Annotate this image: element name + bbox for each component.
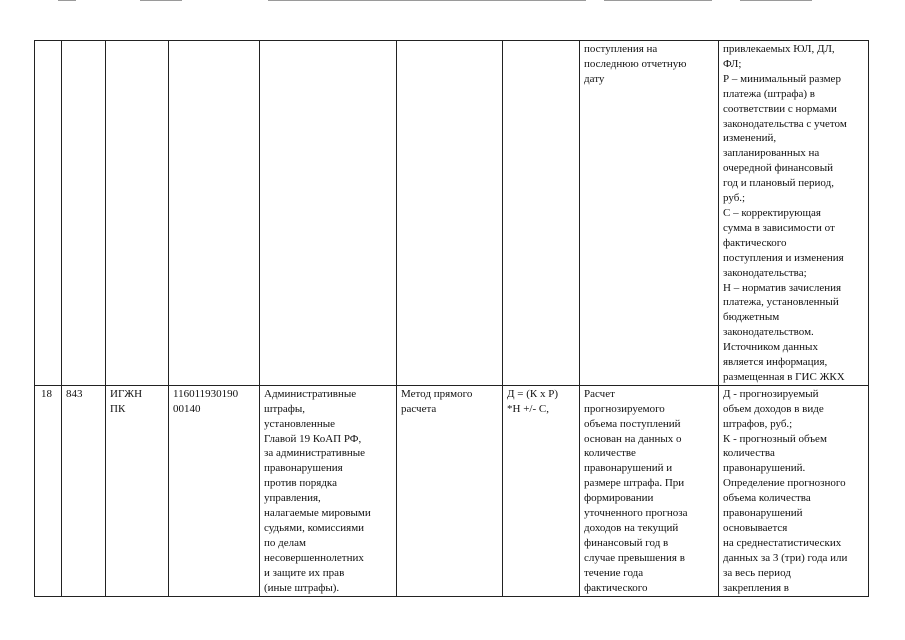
text-line: Д - прогнозируемый [723,387,819,400]
text-line: последнюю отчетную [584,57,687,70]
text-line: объем доходов в виде [723,402,824,415]
text-line: на среднестатистических [723,536,842,549]
text-line: финансовый год в [584,536,669,549]
text-line: налагаемые мировыми [264,507,371,520]
admin-code: 843 [66,387,83,400]
text-line: К - прогнозный объем [723,432,827,445]
text-line: законодательства с учетом [723,117,847,130]
text-line: Н – норматив зачисления [723,281,842,294]
cell-kbk [169,41,260,386]
top-scan-line-1 [58,0,76,1]
text-line: установленные [264,417,336,430]
table-row-18 [35,385,869,596]
text-line: количестве [584,447,636,460]
text-line: Метод прямого [401,387,473,400]
text-line: количества [723,447,775,460]
cell-formula [503,41,580,386]
text-line: *Н +/- С, [507,402,549,415]
text-line: фактического [723,236,787,249]
text-line: 116011930190 [173,387,239,400]
cell-indicators [719,385,869,596]
text-line: правонарушений и [584,462,673,475]
text-line: по делам [264,536,306,549]
cell-number [35,385,62,596]
cell-kbk [169,385,260,596]
text-line: доходов на текущий [584,522,679,534]
row-number: 18 [41,387,52,400]
text-line: штрафов, руб.; [723,417,793,430]
text-line: правонарушений [723,507,803,520]
cell-calc-description [580,385,719,596]
text-line: течение года [584,566,644,579]
text-line: является информация, [723,356,828,369]
continuation-row [35,41,869,386]
text-line: ПК [110,402,126,415]
text-line: привлекаемых ЮЛ, ДЛ, [723,43,835,55]
text-line: руб.; [723,192,746,205]
text-line: Источником данных [723,341,818,354]
top-scan-line-5 [740,0,812,1]
cell-admin-name [106,385,169,596]
text-line: прогнозируемого [584,402,665,415]
text-line: за административные [264,447,366,460]
cell-admin-name [106,41,169,386]
text-line: фактического [584,581,648,594]
text-line: бюджетным [723,311,780,324]
text-line: за весь период [723,566,791,579]
cell-admin-code [62,385,106,596]
text-line: размере штрафа. При [584,477,685,490]
cell-method [397,41,503,386]
text-line: очередной финансовый [723,162,834,175]
text-line: платежа, установленный [723,296,839,309]
cell-calc-description [580,41,719,386]
cell-indicators [719,41,869,386]
text-line: (иные штрафы). [264,581,340,594]
text-line: сумма в зависимости от [723,221,835,234]
text-line: основывается [723,522,788,534]
text-line: Главой 19 КоАП РФ, [264,432,362,445]
text-line: случае превышения в [584,551,685,564]
text-line: закрепления в [723,581,789,594]
text-line: несовершеннолетних [264,551,364,564]
text-line: Административные [264,387,357,400]
text-line: Определение прогнозного [723,477,846,490]
text-line: расчета [401,402,437,415]
cell-income-name [260,385,397,596]
text-line: ИГЖН [110,387,143,400]
text-line: объема количества [723,492,811,505]
cell-formula [503,385,580,596]
text-line: дату [584,72,605,85]
cell-income-name [260,41,397,386]
text-line: основан на данных о [584,432,682,445]
cell-method [397,385,503,596]
top-scan-line-3 [268,0,586,1]
revenue-forecast-table [34,40,869,597]
text-line: размещенная в ГИС ЖКХ [723,370,845,383]
text-line: Р – минимальный размер [723,72,841,85]
text-line: соответствии с нормами [723,102,837,115]
text-line: изменений, [723,132,777,145]
text-line: ФЛ; [723,57,742,70]
text-line: уточненного прогноза [584,507,688,520]
text-line: судьями, комиссиями [264,522,365,534]
top-scan-line-4 [604,0,712,1]
cell-admin-code [62,41,106,386]
text-line: поступления на [584,43,658,55]
text-line: законодательством. [723,326,814,339]
text-line: штрафы, [264,402,306,415]
text-line: платежа (штрафа) в [723,87,815,100]
text-line: и защите их прав [264,566,345,579]
text-line: против порядка [264,477,337,490]
text-line: С – корректирующая [723,206,821,219]
text-line: правонарушений. [723,462,806,475]
cell-number [35,41,62,386]
text-line: правонарушения [264,462,343,475]
text-line: управления, [264,492,321,505]
text-line: законодательства; [723,266,807,279]
top-scan-line-2 [140,0,182,1]
text-line: поступления и изменения [723,251,844,264]
text-line: формировании [584,492,654,505]
text-line: объема поступлений [584,417,681,430]
text-line: Д = (К х Р) [507,387,558,400]
text-line: 00140 [173,402,201,415]
text-line: год и плановый период, [723,177,834,190]
text-line: данных за 3 (три) года или [723,551,848,564]
text-line: Расчет [584,387,615,400]
text-line: запланированных на [723,147,820,160]
